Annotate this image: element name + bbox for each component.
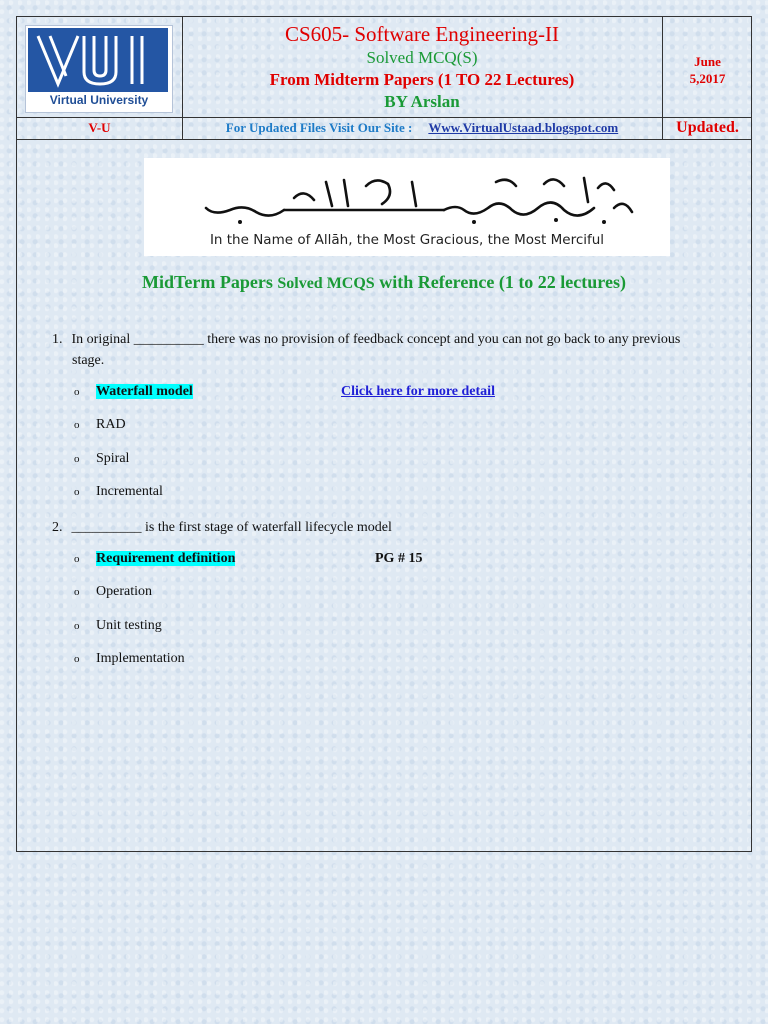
option-2c <box>74 618 162 634</box>
bullet-icon: o <box>74 419 80 431</box>
option-text: Incremental <box>96 484 163 499</box>
question-number: 2. <box>52 520 63 535</box>
question-text-continued: stage. <box>72 353 105 368</box>
option-text: RAD <box>96 417 126 432</box>
question-number: 1. <box>52 332 63 347</box>
question-text: __________ is the first stage of waterfall lifecycle model <box>71 520 392 535</box>
visit-site <box>182 117 662 139</box>
subheader-row <box>17 117 751 140</box>
option-2d <box>74 651 185 667</box>
option-1a <box>74 384 193 400</box>
option-1c <box>74 451 129 467</box>
option-text: Spiral <box>96 451 130 466</box>
option-1d <box>74 484 163 500</box>
more-detail-link[interactable]: Click here for more detail <box>341 384 495 399</box>
option-text: Implementation <box>96 651 185 666</box>
bullet-icon: o <box>74 486 80 498</box>
site-link[interactable]: Www.VirtualUstaad.blogspot.com <box>428 120 619 135</box>
page-reference: PG # 15 <box>375 551 423 566</box>
option-2b <box>74 584 152 600</box>
doc-source: From Midterm Papers (1 TO 22 Lectures) <box>269 70 575 89</box>
date-day-year: 5,2017 <box>689 71 726 86</box>
heading-part2: Solved MCQS <box>277 275 375 292</box>
option-text: Operation <box>96 584 152 599</box>
correct-answer: Waterfall model <box>96 384 193 399</box>
doc-subtitle: Solved MCQ(S) <box>366 48 478 67</box>
option-1b <box>74 417 126 433</box>
heading-part1: MidTerm Papers <box>142 272 273 292</box>
doc-author: BY Arslan <box>384 92 460 111</box>
bullet-icon: o <box>74 653 80 665</box>
visit-text: For Updated Files Visit Our Site : <box>225 120 413 135</box>
doc-date <box>663 53 752 87</box>
calligraphy-icon <box>144 168 670 230</box>
logo-cell <box>17 17 183 117</box>
updated-label: Updated. <box>662 117 752 139</box>
date-cell <box>662 17 752 117</box>
bismillah-caption: In the Name of Allāh, the Most Gracious, the Most Merciful <box>209 232 605 248</box>
header-row <box>17 17 751 118</box>
option-text: Unit testing <box>96 618 162 633</box>
vu-logo <box>25 25 173 113</box>
vu-label: V-U <box>17 117 183 139</box>
bullet-icon: o <box>74 453 80 465</box>
date-month: June <box>694 54 721 69</box>
question-1 <box>52 329 742 371</box>
bullet-icon: o <box>74 553 80 565</box>
bullet-icon: o <box>74 386 80 398</box>
vu-logo-icon <box>28 28 168 92</box>
bismillah-banner <box>144 158 670 256</box>
question-text: In original __________ there was no provision of feedback concept and you can not go back to any previous <box>71 332 681 347</box>
correct-answer: Requirement definition <box>96 551 236 566</box>
section-heading <box>0 272 768 293</box>
logo-text: Virtual University <box>49 93 149 107</box>
doc-title: CS605- Software Engineering-II <box>284 22 560 46</box>
title-block <box>182 17 662 113</box>
bullet-icon: o <box>74 620 80 632</box>
question-2 <box>52 517 742 538</box>
document-frame <box>16 16 752 852</box>
heading-part3: with Reference (1 to 22 lectures) <box>379 272 626 292</box>
option-2a <box>74 551 235 567</box>
bullet-icon: o <box>74 586 80 598</box>
